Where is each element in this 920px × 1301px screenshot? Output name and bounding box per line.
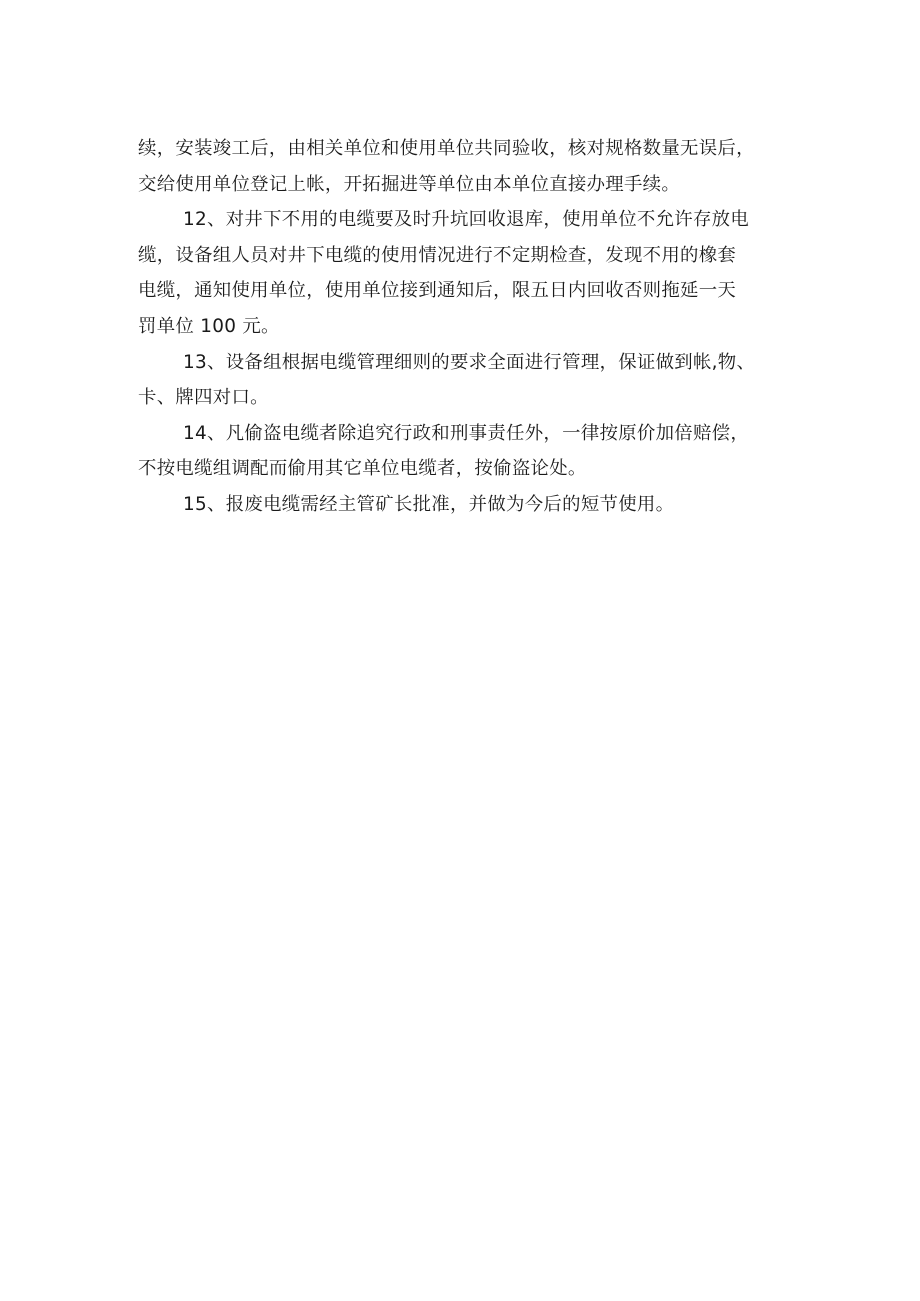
text-line: 续，安装竣工后，由相关单位和使用单位共同验收，核对规格数量无误后， xyxy=(138,138,755,159)
text-line: 电缆，通知使用单位，使用单位接到通知后，限五日内回收否则拖延一天 xyxy=(138,280,737,302)
text-line: 交给使用单位登记上帐，开拓掘进等单位由本单位直接办理手续。 xyxy=(138,173,681,195)
text-line: 不按电缆组调配而偷用其它单位电缆者，按偷盗论处。 xyxy=(138,458,587,480)
item-12-line: 12、对井下不用的电缆要及时升坑回收退库，使用单位不允许存放电 xyxy=(183,209,750,231)
text-line: 缆，设备组人员对井下电缆的使用情况进行不定期检查，发现不用的橡套 xyxy=(138,244,737,266)
text-line: 卡、牌四对口。 xyxy=(138,387,269,409)
document-body xyxy=(138,131,793,523)
item-14-line: 14、凡偷盗电缆者除追究行政和刑事责任外，一律按原价加倍赔偿， xyxy=(183,422,750,444)
text-line: 罚单位 100 元。 xyxy=(138,315,280,337)
item-13-line: 13、设备组根据电缆管理细则的要求全面进行管理，保证做到帐,物、 xyxy=(183,351,756,373)
item-15-line: 15、报废电缆需经主管矿长批准，并做为今后的短节使用。 xyxy=(183,493,675,515)
